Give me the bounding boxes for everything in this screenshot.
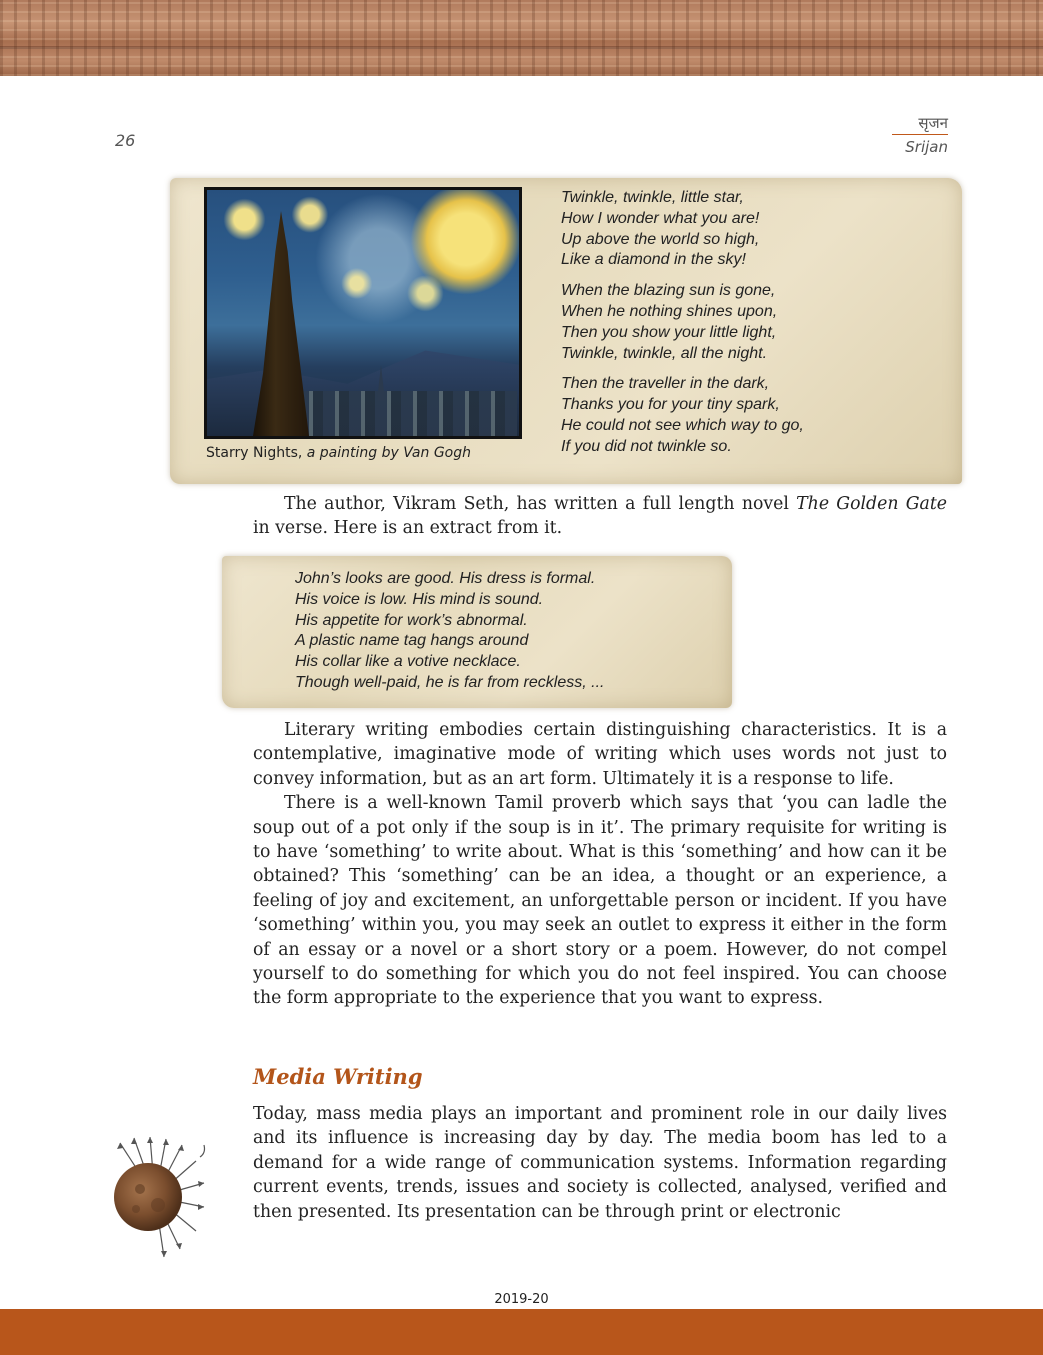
golden-gate-extract — [295, 569, 604, 694]
poem-line: His appetite for work’s abnormal. — [295, 611, 528, 629]
literary-writing-section — [253, 718, 947, 1011]
painting-caption — [206, 445, 471, 461]
poem-line: Though well-paid, he is far from reckless, ... — [295, 673, 605, 691]
poem-line: When the blazing sun is gone, — [561, 282, 776, 300]
novel-title: The Golden Gate — [796, 494, 948, 514]
painting-cypress-tree — [253, 211, 309, 436]
poem-line: Thanks you for your tiny spark, — [561, 396, 780, 414]
poem-line: A plastic name tag hangs around — [295, 632, 529, 650]
poem-line: Twinkle, twinkle, little star, — [561, 189, 744, 206]
poem-line: Then you show your little light, — [561, 323, 777, 341]
poem-line: John’s looks are good. His dress is formal. — [295, 570, 596, 587]
poem-stanza — [561, 281, 804, 364]
body-paragraph: Literary writing embodies certain distinguishing characteristics. It is a contemplative, imaginative mode of writing which uses words not just to convey information, but as an art form. Ultimately it is a response to life. — [253, 720, 947, 789]
poem-stanza — [561, 188, 804, 271]
book-title-english: Srijan — [905, 138, 948, 156]
edition-year: 2019-20 — [494, 1292, 549, 1307]
decorative-banner — [0, 0, 1043, 76]
poem-stanza — [561, 374, 804, 457]
body-paragraph: Today, mass media plays an important and prominent role in our daily lives and its influence is increasing day by day. The media boom has led to a demand for a wide range of communication systems. Information regarding current events, trends, issues and society is collected, analysed, verified and then presented. Its presentation can be through print or electronic — [253, 1104, 947, 1222]
caption-description: a painting by Van Gogh — [302, 445, 471, 461]
page-number: 26 — [115, 131, 136, 150]
header-divider — [892, 134, 948, 135]
poem-line: Twinkle, twinkle, all the night. — [561, 344, 768, 362]
poem-line: His voice is low. His mind is sound. — [295, 590, 544, 608]
poem-line: Like a diamond in the sky! — [561, 251, 746, 269]
poem-line: When he nothing shines upon, — [561, 302, 778, 320]
caption-title: Starry Nights, — [206, 445, 303, 461]
poem-line: Up above the world so high, — [561, 230, 760, 248]
body-paragraph: There is a well-known Tamil proverb which says that ‘you can ladle the soup out of a pot only if the soup is in it’. The primary requisite for writing is to have ‘something’ to write about. What is this ‘something’ and how can it be obtained? This ‘something’ can be an idea, a thought or an experience, a feeling of joy and excitement, an unforgettable person or incident. If you have ‘something’ within you, you may seek an outlet to express it either in the form of an essay or a novel or a short story or a poem. However, do not compel yourself to do something for which you do not feel inspired. You can choose the form appropriate to the experience that you want to express. — [253, 793, 947, 1009]
intro-text-before: The author, Vikram Seth, has written a full length novel — [284, 494, 797, 514]
poem-line: Then the traveller in the dark, — [561, 375, 770, 393]
footer-bar — [0, 1309, 1043, 1355]
twinkle-poem — [561, 188, 804, 458]
golden-gate-intro — [253, 492, 947, 541]
media-writing-section — [253, 1102, 947, 1224]
book-title-hindi: सृजन — [918, 114, 948, 132]
poem-line: If you did not twinkle so. — [561, 437, 732, 455]
section-heading-media-writing: Media Writing — [253, 1064, 423, 1089]
starry-night-painting — [204, 187, 522, 439]
poem-line: He could not see which way to go, — [561, 416, 804, 434]
poem-line: His collar like a votive necklace. — [295, 653, 521, 671]
painting-village — [297, 391, 517, 436]
sun-emblem-icon — [100, 1135, 210, 1260]
intro-text-after: in verse. Here is an extract from it. — [253, 518, 563, 539]
poem-line: How I wonder what you are! — [561, 209, 760, 227]
